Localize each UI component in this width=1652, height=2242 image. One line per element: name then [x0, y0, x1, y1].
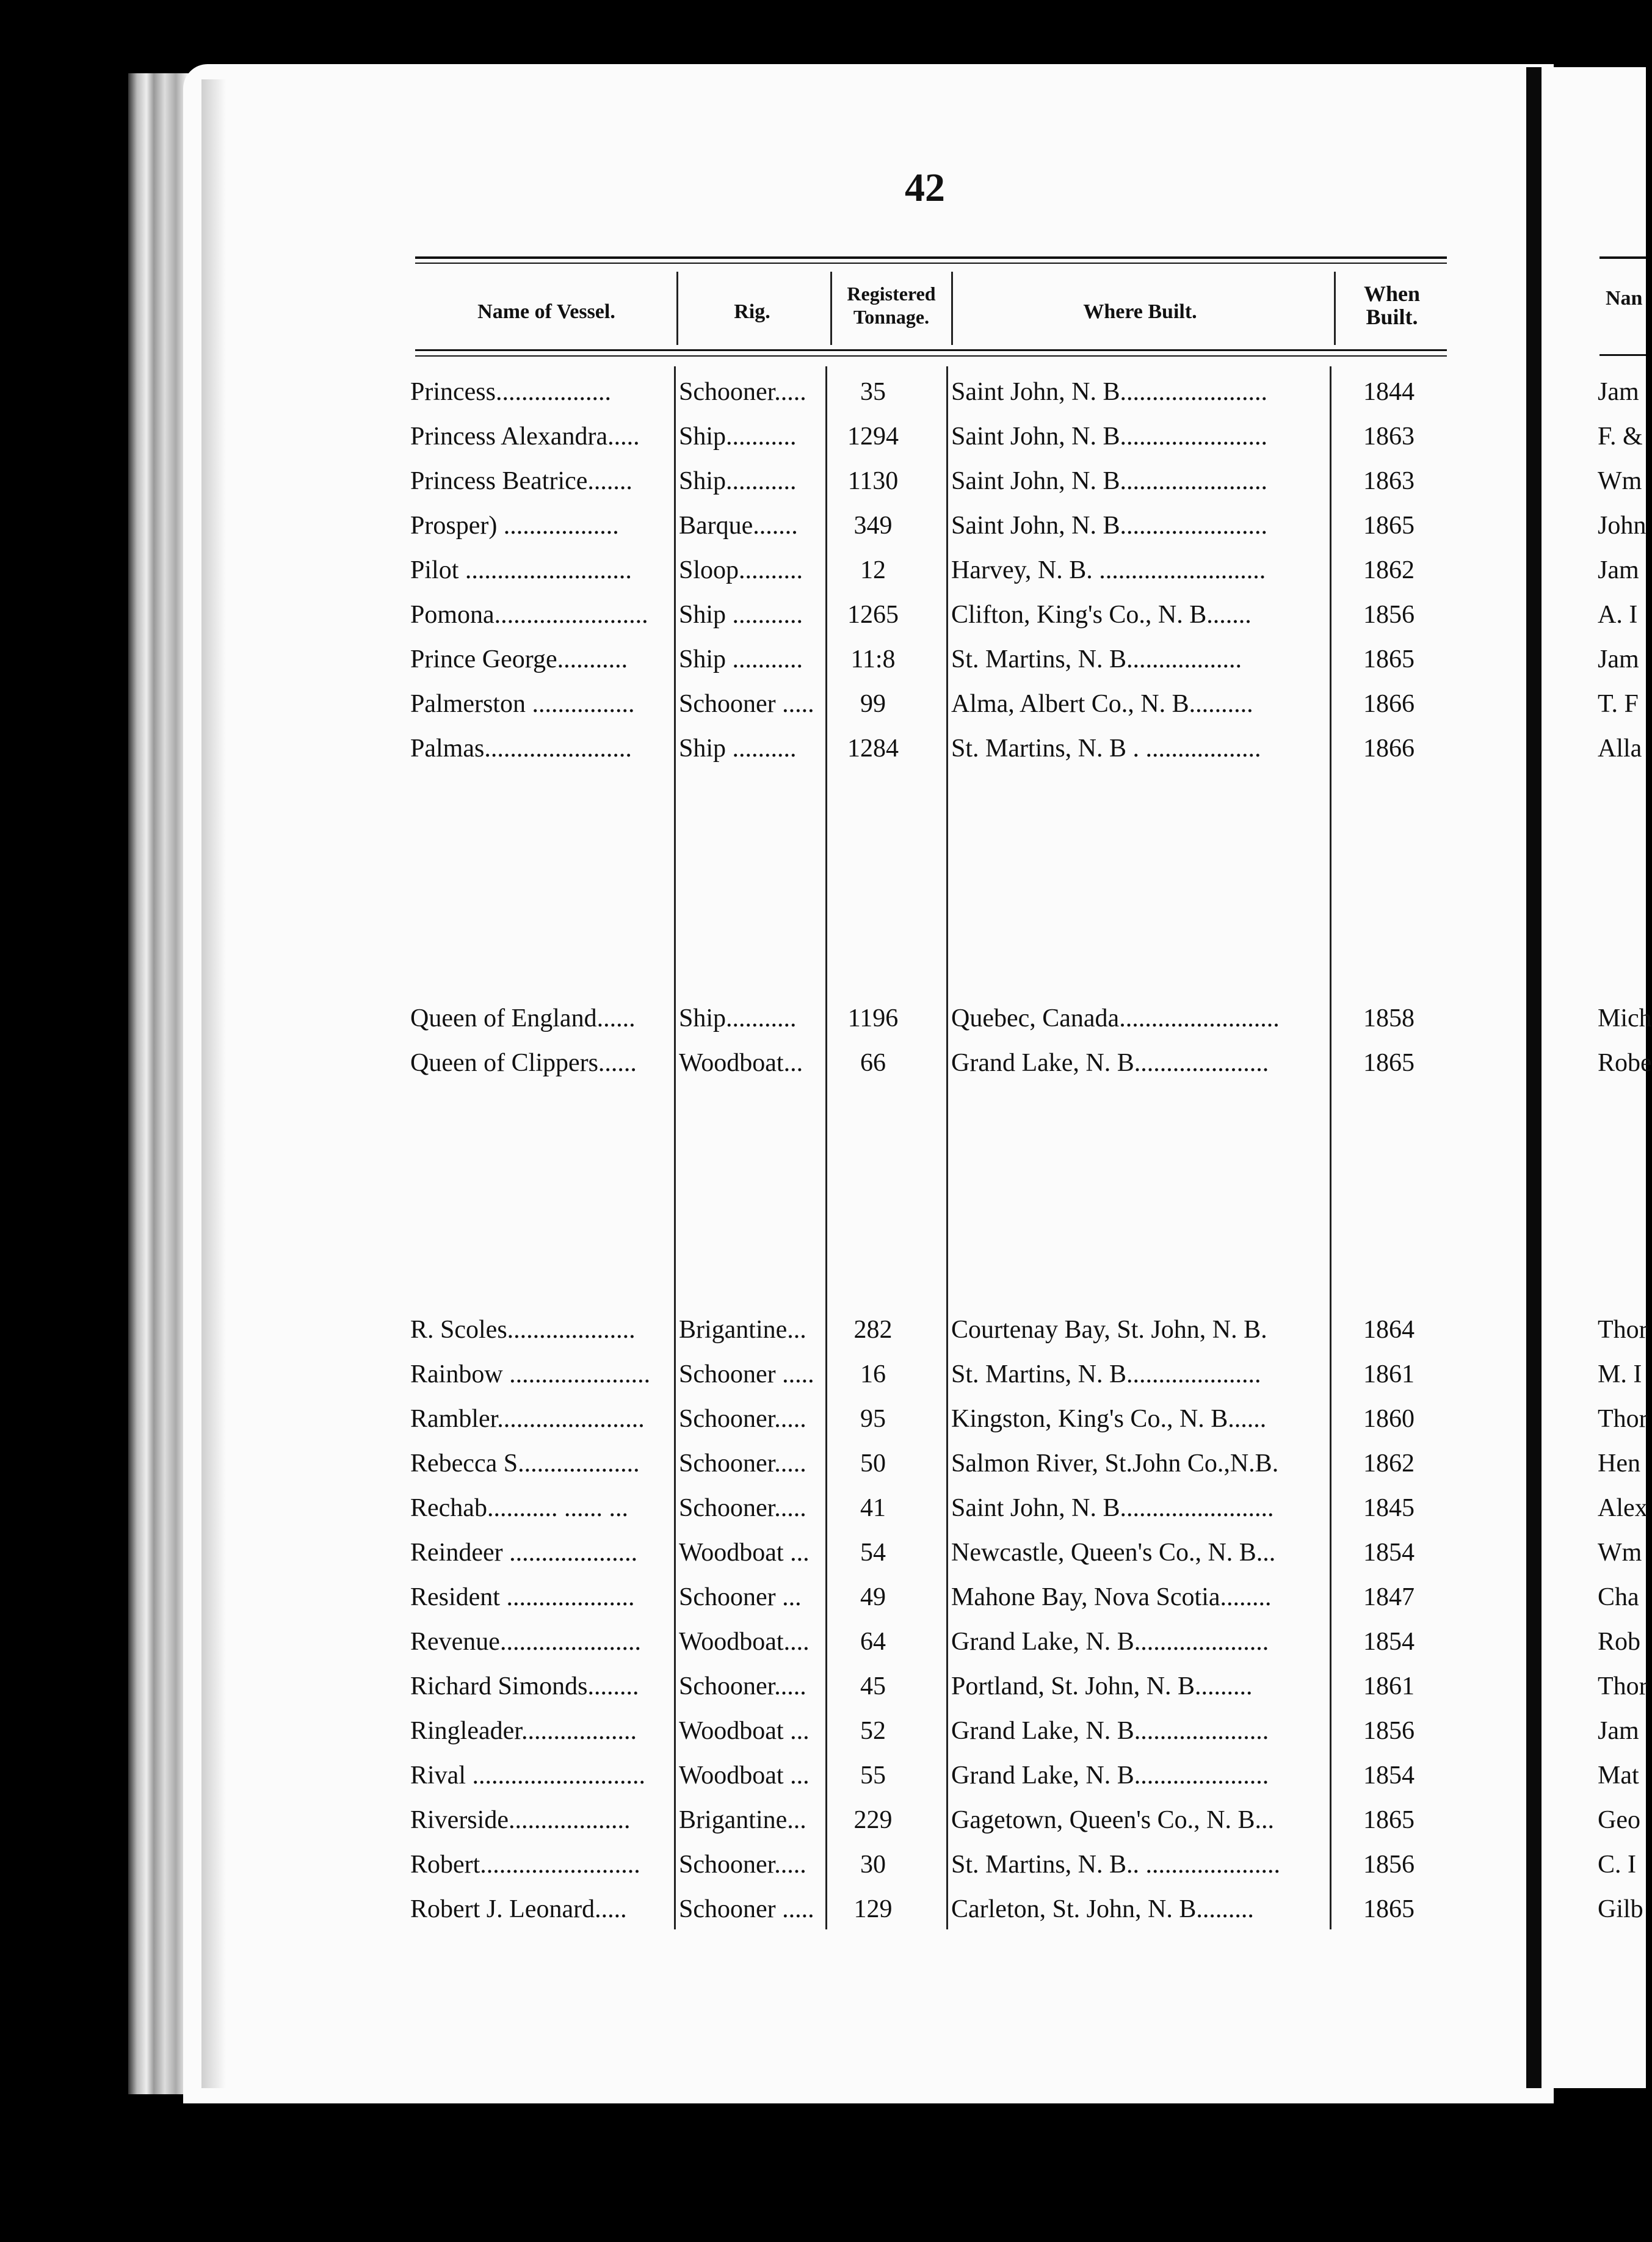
vessel-tonnage: 41	[860, 1494, 886, 1522]
vessel-where-built: Saint John, N. B.......................	[951, 512, 1268, 540]
table-row	[0, 996, 1652, 1041]
vessel-when-built: 1854	[1363, 1539, 1415, 1567]
vessel-where-built: Grand Lake, N. B.....................	[951, 1717, 1269, 1745]
vessel-owner-partial: Thor	[1598, 1672, 1648, 1700]
header-divider	[830, 272, 832, 345]
vessel-name: Princess..................	[410, 378, 611, 406]
vessel-name: Queen of Clippers......	[410, 1049, 637, 1077]
vessel-name: Princess Alexandra.....	[410, 423, 640, 451]
vessel-rig: Schooner .....	[679, 690, 814, 718]
vessel-where-built: Saint John, N. B.......................	[951, 423, 1268, 451]
vessel-rig: Schooner.....	[679, 1405, 806, 1433]
vessel-where-built: Saint John, N. B.......................	[951, 467, 1268, 495]
table-row	[0, 1531, 1646, 1575]
table-row	[0, 1486, 1646, 1531]
vessel-where-built: St. Martins, N. B.....................	[951, 1360, 1261, 1388]
table-row	[0, 593, 1646, 637]
vessel-owner-partial: Thor	[1598, 1405, 1648, 1433]
vessel-name: Rival ...........................	[410, 1761, 645, 1790]
vessel-where-built: Clifton, King's Co., N. B.......	[951, 601, 1252, 629]
vessel-where-built: Grand Lake, N. B.....................	[951, 1628, 1269, 1656]
header-divider	[676, 272, 678, 345]
vessel-owner-partial: Geo	[1598, 1806, 1640, 1834]
vessel-where-built: St. Martins, N. B . ..................	[951, 735, 1261, 763]
vessel-tonnage: 99	[860, 690, 886, 718]
vessel-tonnage: 349	[853, 512, 893, 540]
vessel-tonnage: 54	[860, 1539, 886, 1567]
table-row	[0, 459, 1646, 504]
vessel-name: Revenue......................	[410, 1628, 641, 1656]
table-row	[0, 1352, 1646, 1397]
next-page-rule	[1599, 256, 1646, 259]
vessel-tonnage: 1284	[847, 735, 899, 763]
vessel-name: Palmerston ................	[410, 690, 635, 718]
vessel-rig: Woodboat....	[679, 1628, 810, 1656]
vessel-when-built: 1862	[1363, 556, 1415, 584]
vessel-owner-partial: Rob	[1598, 1628, 1641, 1656]
vessel-where-built: Saint John, N. B.......................	[951, 378, 1268, 406]
table-row	[0, 1575, 1646, 1620]
vessel-owner-partial: Gilb	[1598, 1895, 1643, 1923]
vessel-where-built: St. Martins, N. B.. .....................	[951, 1851, 1281, 1879]
vessel-rig: Schooner.....	[679, 1672, 806, 1700]
vessel-owner-partial: Hen	[1598, 1449, 1640, 1478]
vessel-where-built: Harvey, N. B. ..........................	[951, 556, 1266, 584]
vessel-owner-partial: A. I	[1598, 601, 1638, 629]
vessel-when-built: 1856	[1363, 1717, 1415, 1745]
vessel-rig: Ship ...........	[679, 645, 803, 673]
vessel-owner-partial: T. F	[1598, 690, 1639, 718]
table-row	[0, 1709, 1646, 1754]
vessel-rig: Woodboat ...	[679, 1761, 810, 1790]
vessel-name: Prince George...........	[410, 645, 628, 673]
vessel-rig: Sloop..........	[679, 556, 803, 584]
vessel-rig: Barque.......	[679, 512, 798, 540]
vessel-when-built: 1865	[1363, 1806, 1415, 1834]
vessel-owner-partial: Cha	[1598, 1583, 1639, 1611]
vessel-tonnage: 49	[860, 1583, 886, 1611]
vessel-when-built: 1866	[1363, 735, 1415, 763]
header-bottom-rule	[415, 349, 1447, 351]
header-divider	[951, 272, 953, 345]
table-row	[0, 1843, 1646, 1887]
vessel-owner-partial: Jam	[1598, 1717, 1639, 1745]
vessel-tonnage: 12	[860, 556, 886, 584]
header-when-text: When Built.	[1363, 281, 1421, 329]
vessel-rig: Schooner.....	[679, 1851, 806, 1879]
vessel-name: Rechab........... ...... ...	[410, 1494, 628, 1522]
vessel-tonnage: 55	[860, 1761, 886, 1790]
table-row	[0, 1754, 1646, 1798]
table-top-rule	[415, 256, 1447, 259]
vessel-name: Ringleader..................	[410, 1717, 637, 1745]
vessel-name: Resident ....................	[410, 1583, 635, 1611]
vessel-tonnage: 95	[860, 1405, 886, 1433]
vessel-where-built: Salmon River, St.John Co.,N.B.	[951, 1449, 1279, 1478]
next-page-rule	[1599, 354, 1646, 356]
vessel-owner-partial: Wm	[1598, 467, 1642, 495]
vessel-where-built: Courtenay Bay, St. John, N. B.	[951, 1316, 1267, 1344]
vessel-tonnage: 30	[860, 1851, 886, 1879]
vessel-owner-partial: Jam	[1598, 645, 1639, 673]
vessel-when-built: 1844	[1363, 378, 1415, 406]
vessel-rig: Brigantine...	[679, 1316, 806, 1344]
table-row	[0, 682, 1646, 727]
vessel-tonnage: 64	[860, 1628, 886, 1656]
vessel-when-built: 1865	[1363, 512, 1415, 540]
vessel-rig: Woodboat ...	[679, 1539, 810, 1567]
vessel-owner-partial: F. &	[1598, 423, 1643, 451]
vessel-when-built: 1863	[1363, 467, 1415, 495]
vessel-owner-partial: Jam	[1598, 378, 1639, 406]
vessel-rig: Schooner ...	[679, 1583, 802, 1611]
vessel-when-built: 1856	[1363, 601, 1415, 629]
vessel-name: Robert J. Leonard.....	[410, 1895, 627, 1923]
vessel-tonnage: 16	[860, 1360, 886, 1388]
table-row	[0, 370, 1646, 415]
vessel-owner-partial: Wm	[1598, 1539, 1642, 1567]
vessel-owner-partial: M. I	[1598, 1360, 1642, 1388]
vessel-rig: Brigantine...	[679, 1806, 806, 1834]
vessel-owner-partial: Alex	[1598, 1494, 1648, 1522]
vessel-tonnage: 1265	[847, 601, 899, 629]
table-row	[0, 1308, 1646, 1352]
vessel-when-built: 1860	[1363, 1405, 1415, 1433]
vessel-when-built: 1863	[1363, 423, 1415, 451]
vessel-owner-partial: John	[1598, 512, 1647, 540]
vessel-name: Rainbow ......................	[410, 1360, 651, 1388]
vessel-rig: Schooner.....	[679, 1494, 806, 1522]
vessel-name: Robert.........................	[410, 1851, 640, 1879]
vessel-where-built: Portland, St. John, N. B.........	[951, 1672, 1253, 1700]
vessel-tonnage: 50	[860, 1449, 886, 1478]
vessel-name: Rambler.......................	[410, 1405, 645, 1433]
vessel-where-built: Carleton, St. John, N. B.........	[951, 1895, 1254, 1923]
vessel-when-built: 1847	[1363, 1583, 1415, 1611]
vessel-rig: Ship ...........	[679, 601, 803, 629]
vessel-owner-partial: Mich	[1598, 1004, 1652, 1032]
header-when	[1337, 282, 1447, 328]
vessel-tonnage: 11:8	[850, 645, 896, 673]
table-row	[0, 1798, 1646, 1843]
vessel-where-built: Gagetown, Queen's Co., N. B...	[951, 1806, 1274, 1834]
table-row	[0, 415, 1646, 459]
vessel-owner-partial: Jam	[1598, 556, 1639, 584]
vessel-when-built: 1865	[1363, 1049, 1415, 1077]
vessel-when-built: 1854	[1363, 1761, 1415, 1790]
vessel-name: Pilot ..........................	[410, 556, 632, 584]
table-row	[0, 504, 1646, 548]
table-row	[0, 1041, 1652, 1086]
vessel-owner-partial: Robe	[1598, 1049, 1652, 1077]
vessel-when-built: 1865	[1363, 1895, 1415, 1923]
vessel-rig: Schooner.....	[679, 378, 806, 406]
table-row	[0, 727, 1646, 771]
vessel-name: Riverside...................	[410, 1806, 631, 1834]
vessel-name: Palmas.......................	[410, 735, 632, 763]
vessel-tonnage: 129	[853, 1895, 893, 1923]
vessel-rig: Woodboat ...	[679, 1717, 810, 1745]
table-row	[0, 548, 1646, 593]
table-row	[0, 1664, 1646, 1709]
vessel-when-built: 1858	[1363, 1004, 1415, 1032]
header-rig: Rig.	[734, 300, 770, 323]
header-tonnage	[831, 282, 951, 328]
vessel-when-built: 1861	[1363, 1360, 1415, 1388]
vessel-name: Richard Simonds........	[410, 1672, 639, 1700]
vessel-tonnage: 52	[860, 1717, 886, 1745]
vessel-name: Pomona........................	[410, 601, 648, 629]
vessel-tonnage: 1196	[847, 1004, 899, 1032]
vessel-tonnage: 1294	[847, 423, 899, 451]
vessel-owner-partial: Alla	[1598, 735, 1642, 763]
vessel-when-built: 1854	[1363, 1628, 1415, 1656]
vessel-where-built: Kingston, King's Co., N. B......	[951, 1405, 1267, 1433]
vessel-where-built: Alma, Albert Co., N. B..........	[951, 690, 1253, 718]
vessel-tonnage: 35	[860, 378, 886, 406]
table-row	[0, 1442, 1646, 1486]
vessel-where-built: Newcastle, Queen's Co., N. B...	[951, 1539, 1276, 1567]
vessel-name: Reindeer ....................	[410, 1539, 638, 1567]
vessel-when-built: 1865	[1363, 645, 1415, 673]
vessel-owner-partial: Thor	[1598, 1316, 1648, 1344]
vessel-where-built: Grand Lake, N. B.....................	[951, 1049, 1269, 1077]
vessel-when-built: 1861	[1363, 1672, 1415, 1700]
next-page-header: Nan	[1606, 287, 1643, 310]
table-row	[0, 1620, 1646, 1664]
vessel-when-built: 1845	[1363, 1494, 1415, 1522]
vessel-rig: Ship...........	[679, 423, 797, 451]
vessel-tonnage: 45	[860, 1672, 886, 1700]
vessel-rig: Schooner.....	[679, 1449, 806, 1478]
header-where: Where Built.	[1083, 300, 1197, 323]
table-row	[0, 637, 1646, 682]
vessel-tonnage: 282	[853, 1316, 893, 1344]
vessel-name: R. Scoles....................	[410, 1316, 636, 1344]
table-row	[0, 1887, 1646, 1932]
vessel-rig: Schooner .....	[679, 1360, 814, 1388]
vessel-name: Queen of England......	[410, 1004, 636, 1032]
vessel-when-built: 1856	[1363, 1851, 1415, 1879]
vessel-where-built: Mahone Bay, Nova Scotia........	[951, 1583, 1272, 1611]
vessel-name: Princess Beatrice.......	[410, 467, 632, 495]
vessel-where-built: Quebec, Canada.........................	[951, 1004, 1280, 1032]
header-divider	[1334, 272, 1336, 345]
vessel-rig: Woodboat...	[679, 1049, 803, 1077]
table-row	[0, 1397, 1646, 1442]
header-name: Name of Vessel.	[477, 300, 615, 323]
vessel-where-built: Grand Lake, N. B.....................	[951, 1761, 1269, 1790]
table-top-rule-thin	[415, 263, 1447, 264]
vessel-tonnage: 66	[860, 1049, 886, 1077]
vessel-when-built: 1864	[1363, 1316, 1415, 1344]
vessel-rig: Ship...........	[679, 467, 797, 495]
vessel-name: Prosper) ..................	[410, 512, 619, 540]
vessel-tonnage: 1130	[847, 467, 899, 495]
vessel-rig: Ship...........	[679, 1004, 797, 1032]
header-bottom-rule-thin	[415, 355, 1447, 357]
vessel-name: Rebecca S...................	[410, 1449, 640, 1478]
vessel-rig: Ship ..........	[679, 735, 797, 763]
vessel-rig: Schooner .....	[679, 1895, 814, 1923]
vessel-tonnage: 229	[853, 1806, 893, 1834]
vessel-when-built: 1862	[1363, 1449, 1415, 1478]
vessel-where-built: St. Martins, N. B..................	[951, 645, 1242, 673]
vessel-owner-partial: C. I	[1598, 1851, 1636, 1879]
page-number: 42	[905, 165, 945, 210]
header-tonnage-text: Registered Tonnage.	[847, 283, 936, 328]
vessel-owner-partial: Mat	[1598, 1761, 1639, 1790]
vessel-when-built: 1866	[1363, 690, 1415, 718]
vessel-where-built: Saint John, N. B........................	[951, 1494, 1274, 1522]
